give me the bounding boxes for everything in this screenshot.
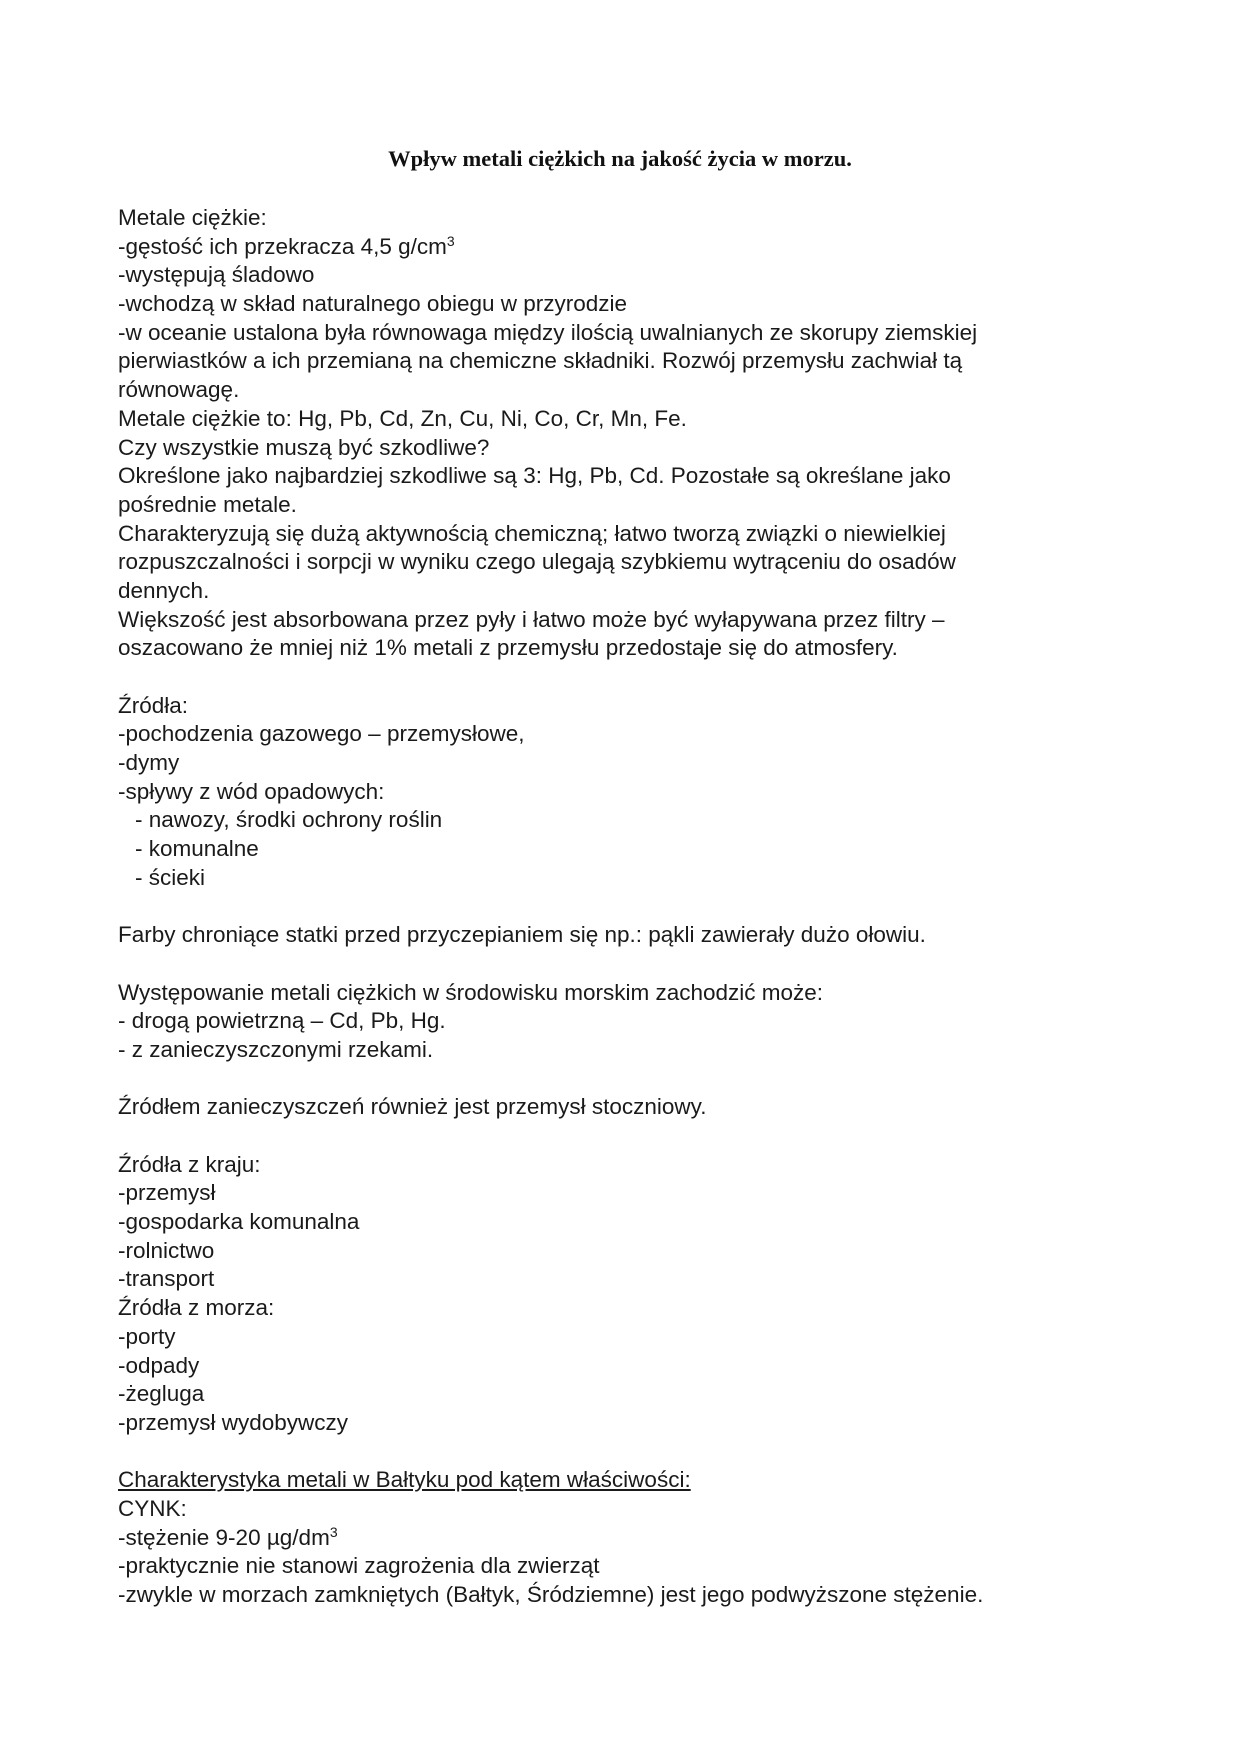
- occurrence-line: - z zanieczyszczonymi rzekami.: [118, 1036, 434, 1062]
- zinc-heading: CYNK:: [118, 1495, 187, 1521]
- land-sources-item: -przemysł: [118, 1180, 216, 1206]
- spacer: [118, 1122, 1118, 1151]
- density-line: [118, 233, 1118, 262]
- document-title: Wpływ metali ciężkich na jakość życia w morzu.: [388, 146, 852, 171]
- sea-sources-item: -przemysł wydobywczy: [118, 1409, 349, 1435]
- spacer: [118, 950, 1118, 979]
- intro-heading: Metale ciężkie:: [118, 205, 267, 230]
- intro-line: -wchodzą w skład naturalnego obiegu w przyrodzie: [118, 291, 628, 317]
- intro-line: Określone jako najbardziej szkodliwe są 3: Hg, Pb, Cd. Pozostałe są określane jako: [118, 463, 951, 489]
- document-body: [118, 204, 1118, 1610]
- baltic-heading: [118, 1466, 1118, 1495]
- intro-line: dennych.: [118, 577, 210, 603]
- intro-line: równowagę.: [118, 377, 240, 403]
- sea-sources-item: -porty: [118, 1323, 176, 1349]
- spacer: [118, 663, 1118, 692]
- zinc-line: -zwykle w morzach zamkniętych (Bałtyk, Śródziemne) jest jego podwyższone stężenie.: [118, 1582, 984, 1607]
- sources-line: -spływy z wód opadowych:: [118, 778, 385, 804]
- spacer: [118, 1438, 1118, 1467]
- baltic-heading-text: Charakterystyka metali w Bałtyku pod kątem właściwości:: [118, 1467, 691, 1493]
- intro-line: rozpuszczalności i sorpcji w wyniku czego ulegają szybkiemu wytrąceniu do osadów: [118, 549, 956, 575]
- intro-line: pierwiastków a ich przemianą na chemiczne składniki. Rozwój przemysłu zachwiał tą: [118, 348, 963, 374]
- intro-line: Czy wszystkie muszą być szkodliwe?: [118, 434, 490, 460]
- spacer: [118, 893, 1118, 922]
- paints-paragraph: Farby chroniące statki przed przyczepianiem się np.: pąkli zawierały dużo ołowiu.: [118, 922, 926, 948]
- land-sources-item: -gospodarka komunalna: [118, 1209, 360, 1235]
- occurrence-heading: Występowanie metali ciężkich w środowisku morskim zachodzić może:: [118, 979, 824, 1005]
- land-sources-heading: Źródła z kraju:: [118, 1151, 261, 1177]
- zinc-concentration-line: [118, 1524, 1118, 1553]
- sources-sub-item: - ścieki: [135, 864, 206, 890]
- sources-heading: Źródła:: [118, 692, 189, 718]
- intro-line: -w oceanie ustalona była równowaga między ilością uwalnianych ze skorupy ziemskiej: [118, 319, 978, 345]
- zinc-line: -praktycznie nie stanowi zagrożenia dla zwierząt: [118, 1553, 600, 1579]
- sources-line: -pochodzenia gazowego – przemysłowe,: [118, 721, 525, 747]
- intro-line: Większość jest absorbowana przez pyły i łatwo może być wyłapywana przez filtry –: [118, 606, 945, 632]
- zinc-concentration-text: -stężenie 9-20 µg/dm: [118, 1524, 330, 1550]
- intro-line: Metale ciężkie to: Hg, Pb, Cd, Zn, Cu, Ni, Co, Cr, Mn, Fe.: [118, 405, 687, 431]
- sea-sources-item: -odpady: [118, 1352, 200, 1378]
- shipyard-paragraph: Źródłem zanieczyszczeń również jest przemysł stoczniowy.: [118, 1094, 707, 1120]
- intro-line: oszacowano że mniej niż 1% metali z przemysłu przedostaje się do atmosfery.: [118, 635, 898, 661]
- intro-line: -występują śladowo: [118, 262, 315, 288]
- intro-line: Charakteryzują się dużą aktywnością chemiczną; łatwo tworzą związki o niewielkiej: [118, 520, 946, 546]
- sea-sources-item: -żegluga: [118, 1381, 205, 1407]
- density-superscript: 3: [446, 232, 455, 249]
- sources-line: -dymy: [118, 750, 180, 776]
- spacer: [118, 1065, 1118, 1094]
- land-sources-item: -transport: [118, 1266, 215, 1292]
- land-sources-item: -rolnictwo: [118, 1237, 215, 1263]
- sources-sub-item: - nawozy, środki ochrony roślin: [135, 807, 443, 833]
- density-text: -gęstość ich przekracza 4,5 g/cm: [118, 233, 447, 259]
- zinc-concentration-superscript: 3: [329, 1523, 338, 1540]
- sea-sources-heading: Źródła z morza:: [118, 1295, 275, 1321]
- intro-line: pośrednie metale.: [118, 491, 297, 517]
- sources-sub-item: - komunalne: [135, 836, 259, 862]
- occurrence-line: - drogą powietrzną – Cd, Pb, Hg.: [118, 1008, 446, 1034]
